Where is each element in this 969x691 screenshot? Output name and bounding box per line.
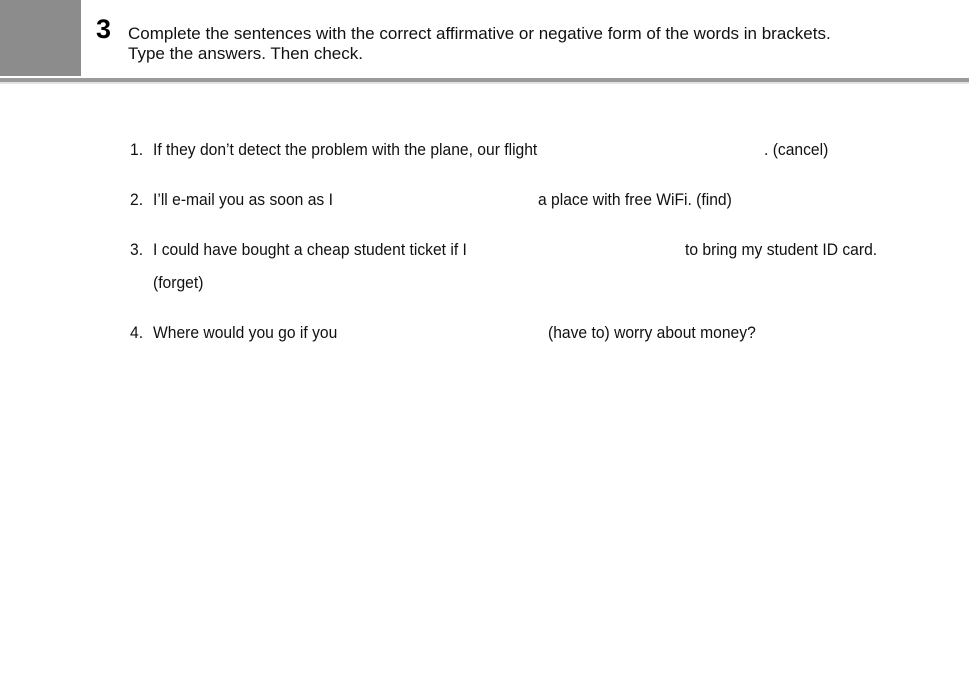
- question-1-answer-input[interactable]: [578, 138, 760, 162]
- question-2-number: 2.: [130, 190, 144, 209]
- question-4-number: 4.: [130, 323, 144, 342]
- exercise-instructions: [128, 24, 831, 64]
- question-4-text: Where would you go if you: [153, 323, 338, 342]
- question-4-hint: (have to) worry about money?: [548, 323, 756, 342]
- question-1-number: 1.: [130, 140, 144, 159]
- question-3-text: I could have bought a cheap student ticket if I: [153, 240, 467, 259]
- exercise-number: 3: [96, 14, 112, 44]
- question-3-hint: to bring my student ID card.: [685, 240, 878, 259]
- question-4-answer-input[interactable]: [359, 321, 541, 345]
- header-divider-shadow: [0, 82, 969, 84]
- instructions-line-1: Complete the sentences with the correct affirmative or negative form of the words in brackets.: [128, 24, 831, 43]
- instructions-line-2: Type the answers. Then check.: [128, 44, 363, 63]
- question-3-number: 3.: [130, 240, 144, 259]
- question-2-hint: a place with free WiFi. (find): [538, 190, 732, 209]
- question-3-answer-input[interactable]: [497, 238, 679, 262]
- question-1-hint: . (cancel): [764, 140, 829, 159]
- question-2-answer-input[interactable]: [350, 188, 532, 212]
- question-3-hint-continued: (forget): [153, 273, 204, 292]
- question-2-text: I’ll e-mail you as soon as I: [153, 190, 333, 209]
- question-1-text: If they don’t detect the problem with the plane, our flight: [153, 140, 538, 159]
- header-block: [0, 0, 81, 76]
